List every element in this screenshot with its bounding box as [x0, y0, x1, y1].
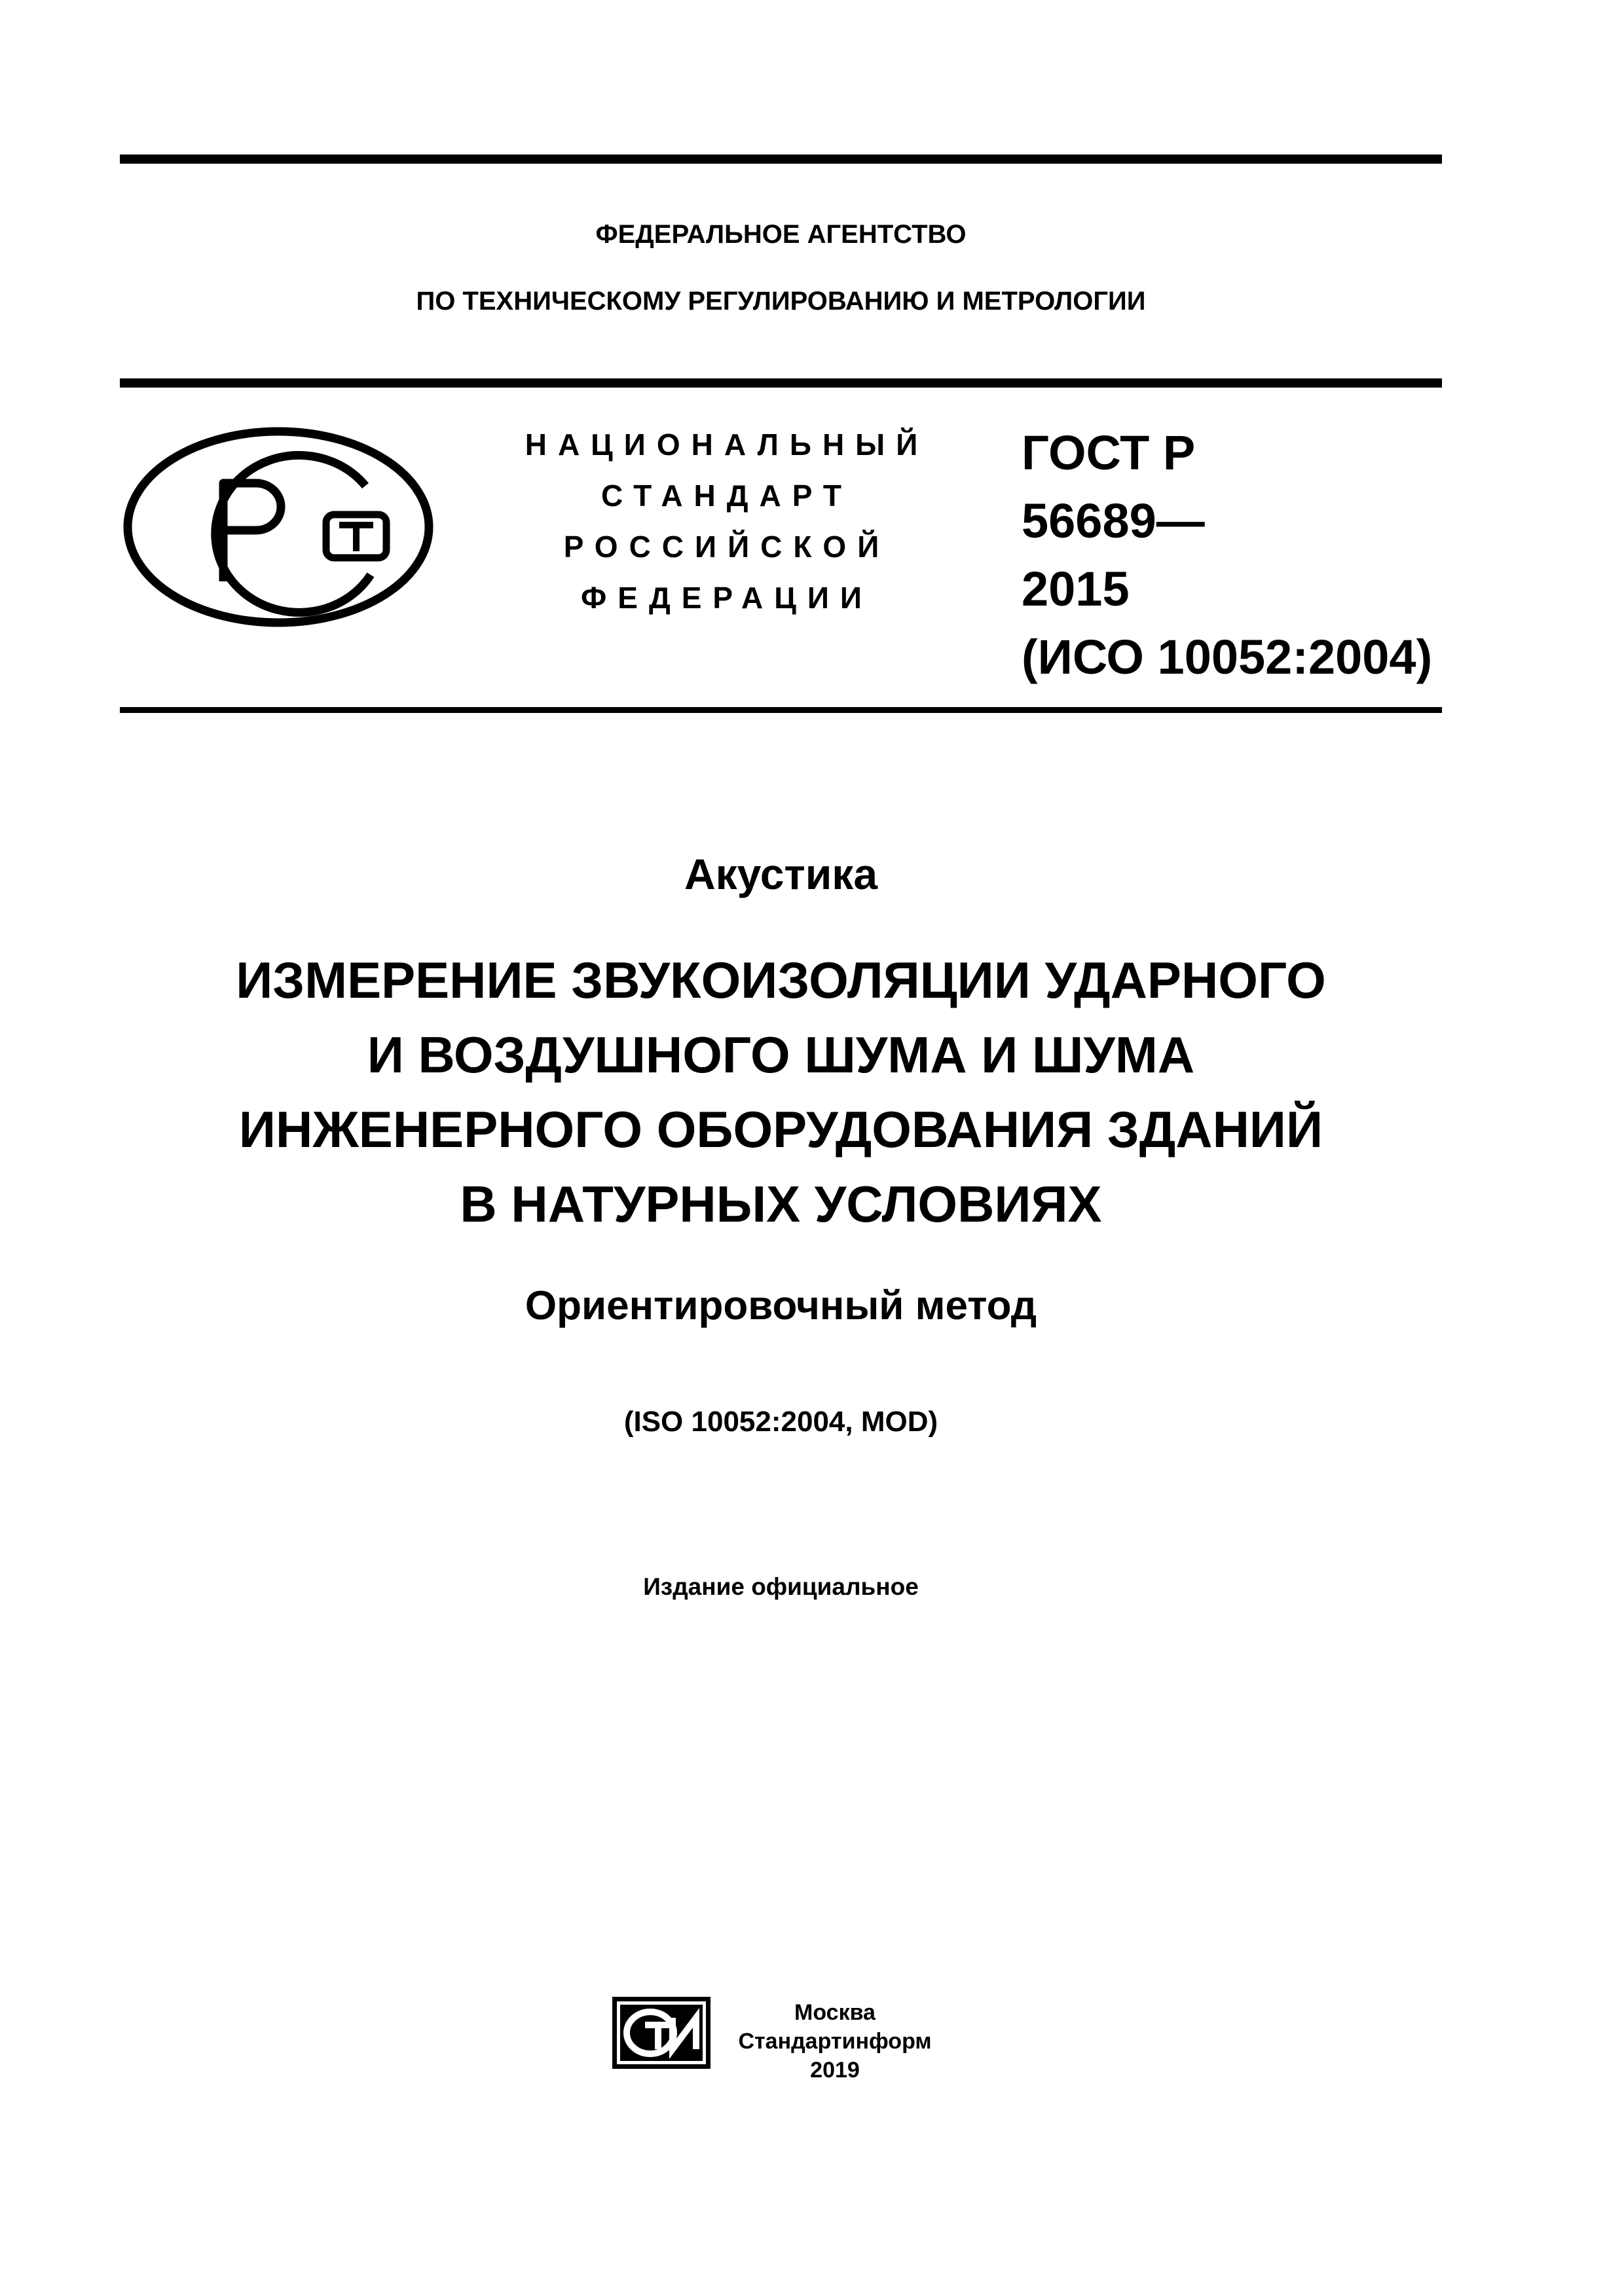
agency-line-2: ПО ТЕХНИЧЕСКОМУ РЕГУЛИРОВАНИЮ И МЕТРОЛОГИИ — [416, 287, 1146, 316]
national-standard-label — [504, 419, 950, 623]
main-title-line: И ВОЗДУШНОГО ШУМА И ШУМА — [367, 1026, 1195, 1084]
publisher-block — [727, 1998, 943, 2085]
gost-line: 2015 — [1022, 562, 1130, 616]
standartinform-logo-icon — [612, 1997, 710, 2069]
edition-label: Издание официальное — [643, 1573, 919, 1600]
gost-line: 56689— — [1022, 494, 1205, 548]
main-title — [120, 943, 1442, 1241]
header-rule — [120, 378, 1442, 388]
main-title-line: В НАТУРНЫХ УСЛОВИЯХ — [460, 1175, 1102, 1233]
main-title-line: ИНЖЕНЕРНОГО ОБОРУДОВАНИЯ ЗДАНИЙ — [238, 1101, 1323, 1158]
top-rule — [120, 155, 1442, 164]
publisher-name: Стандартинформ — [738, 2029, 932, 2054]
category-title: Акустика — [684, 850, 878, 898]
gost-line: (ИСО 10052:2004) — [1022, 630, 1433, 684]
national-line: ФЕДЕРАЦИИ — [581, 581, 873, 615]
gost-designation — [1022, 419, 1441, 691]
main-title-line: ИЗМЕРЕНИЕ ЗВУКОИЗОЛЯЦИИ УДАРНОГО — [236, 951, 1326, 1009]
national-line: СТАНДАРТ — [601, 479, 853, 513]
national-line: РОССИЙСКОЙ — [563, 530, 891, 564]
subtitle: Ориентировочный метод — [525, 1283, 1037, 1328]
national-line: НАЦИОНАЛЬНЫЙ — [525, 428, 929, 462]
publisher-year: 2019 — [810, 2058, 860, 2083]
gost-line: ГОСТ Р — [1022, 426, 1196, 480]
iso-reference: (ISO 10052:2004, MOD) — [623, 1406, 938, 1438]
rst-logo-icon — [122, 426, 435, 629]
agency-line-1: ФЕДЕРАЛЬНОЕ АГЕНТСТВО — [595, 220, 967, 249]
publisher-city: Москва — [794, 2000, 876, 2025]
standard-rule — [120, 707, 1442, 713]
